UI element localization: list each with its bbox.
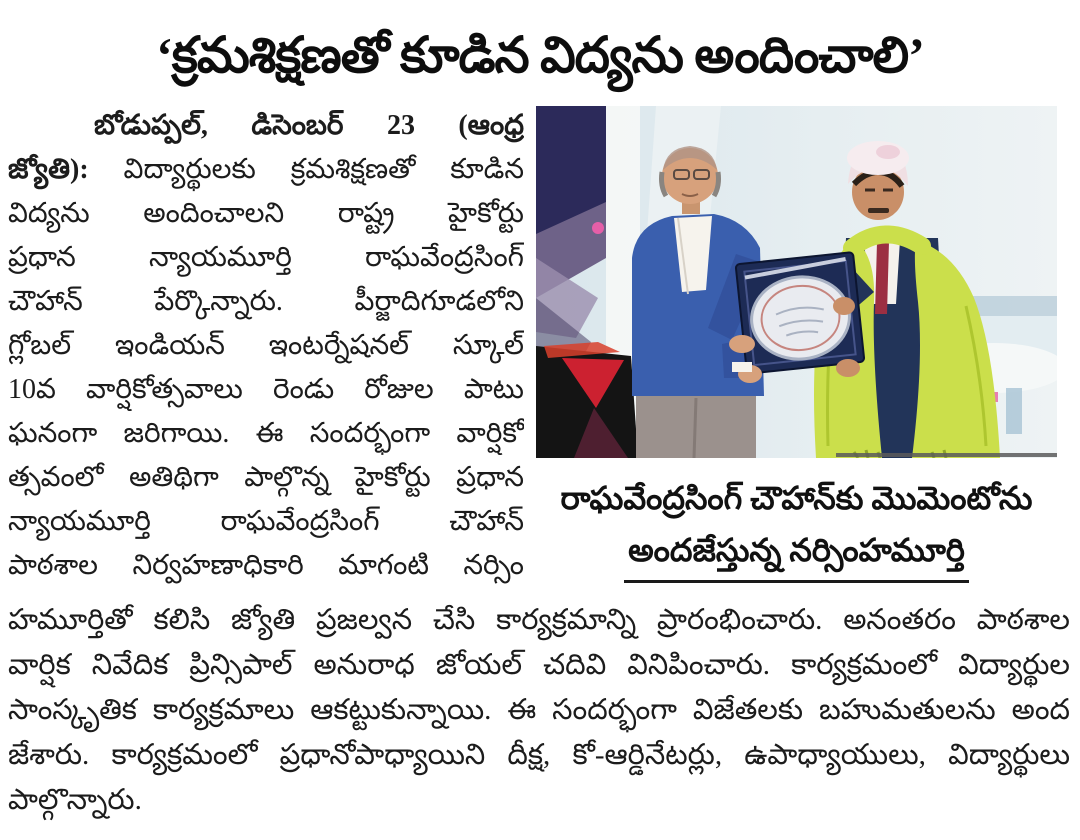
body-line: జేశారు. కార్యక్రమంలో ప్రధానోపాధ్యాయిని దీక్ష, కో-ఆర్డినేటర్లు, ఉపాధ్యాయులు, విద్యార్థులు bbox=[8, 739, 1070, 771]
dateline-continued: జ్యోతి): bbox=[8, 154, 89, 185]
recipient-tie bbox=[875, 242, 889, 314]
turban-pink-tint bbox=[876, 145, 900, 159]
body-line: గ్లోబల్ ఇండియన్ ఇంటర్నేషనల్ స్కూల్ bbox=[8, 330, 524, 361]
body-line: త్సవంలో అతిథిగా పాల్గొన్న హైకోర్టు ప్రధాన bbox=[8, 462, 524, 493]
body-line: హమూర్తితో కలిసి జ్యోతి ప్రజల్వన చేసి కార్యక్రమాన్ని ప్రారంభించారు. అనంతరం పాఠశాల bbox=[8, 604, 1070, 636]
article-full-width-text bbox=[8, 598, 1070, 823]
article-left-column bbox=[8, 104, 524, 588]
caption-line-2-underlined: అందజేస్తున్న నర్సింహమూర్తి bbox=[624, 524, 969, 583]
body-line: సాంస్కృతిక కార్యక్రమాలు ఆకట్టుకున్నాయి. ఈ సందర్భంగా విజేతలకు బహుమతులను అంద bbox=[8, 694, 1070, 726]
photo-bottom-rule bbox=[836, 453, 1057, 457]
turban-top bbox=[847, 141, 909, 175]
closing-line: పాల్గొన్నారు. bbox=[8, 784, 142, 816]
body-line: న్యాయమూర్తి రాఘవేంద్రసింగ్ చౌహాన్ bbox=[8, 506, 524, 537]
recipient-hand bbox=[836, 359, 860, 377]
trouser-crease bbox=[694, 398, 696, 458]
body-line: వార్షిక నివేదిక ప్రిన్సిపాల్ అనురాధ జోయల్ చదివి వినిపించారు. కార్యక్రమంలో విద్యార్థుల bbox=[8, 649, 1070, 681]
body-line: ఘనంగా జరిగాయి. ఈ సందర్భంగా వార్షికో bbox=[8, 418, 524, 449]
caption-line-1: రాఘవేంద్రసింగ్ చౌహాన్‌కు మొమెంటోను bbox=[560, 480, 1033, 516]
dateline: బోడుప్పల్, డిసెంబర్ 23 (ఆంధ్ర bbox=[94, 110, 524, 141]
recipient-mustache bbox=[868, 208, 889, 213]
photo-caption bbox=[536, 472, 1057, 583]
article-headline: ‘క్రమశిక్షణతో కూడిన విద్యను అందించాలి’ bbox=[156, 27, 924, 83]
stage-light-dot bbox=[592, 222, 604, 234]
shirt-cuff bbox=[732, 362, 752, 372]
table-leg bbox=[1006, 388, 1022, 434]
body-text: విద్యార్థులకు క్రమశిక్షణతో కూడిన bbox=[123, 154, 524, 185]
award-presentation-photo bbox=[536, 106, 1057, 458]
body-line: చౌహాన్ పేర్కొన్నారు. పీర్జాదిగూడలోని bbox=[8, 286, 524, 317]
body-line: పాఠశాల నిర్వహణాధికారి మాగంటి నర్సిం bbox=[8, 550, 524, 581]
presenter-hand bbox=[729, 335, 755, 353]
body-line: విద్యను అందించాలని రాష్ట్ర హైకోర్టు bbox=[8, 198, 524, 229]
body-line bbox=[8, 148, 524, 192]
photo-illustration bbox=[536, 106, 1057, 458]
body-line: ప్రధాన న్యాయమూర్తి రాఘవేంద్రసింగ్ bbox=[8, 242, 524, 273]
body-line: 10వ వార్షికోత్సవాలు రెండు రోజుల పాటు bbox=[8, 374, 524, 405]
recipient-hand bbox=[833, 297, 855, 315]
